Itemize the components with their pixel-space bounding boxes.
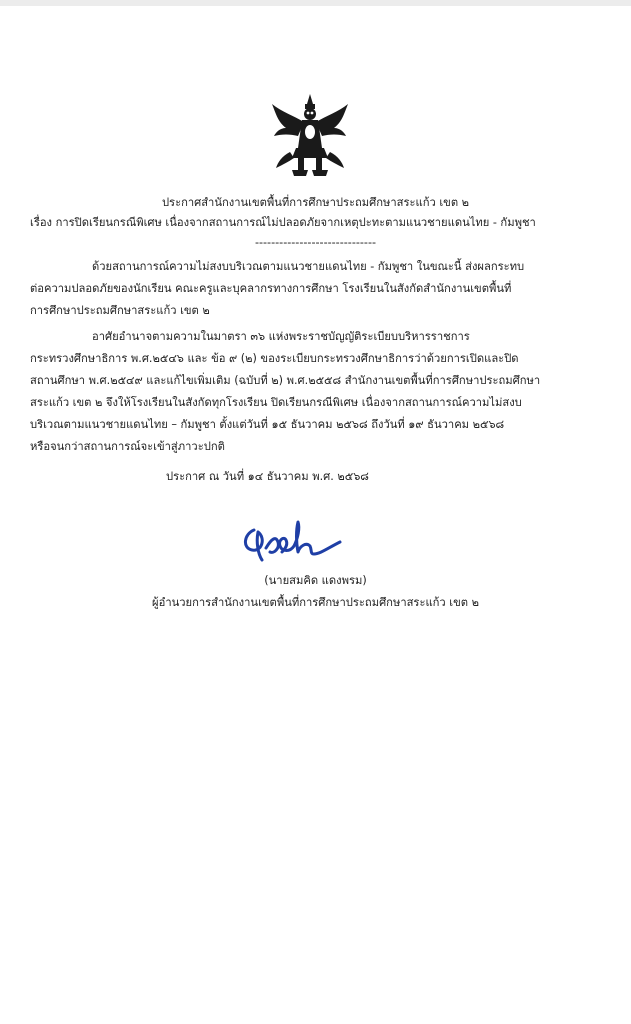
document-title: ประกาศสำนักงานเขตพื้นที่การศึกษาประถมศึกษาสระแก้ว เขต ๒ [161, 196, 470, 209]
garuda-emblem-icon [268, 92, 352, 180]
separator-line: ------------------------------ [254, 236, 377, 249]
announcement-date: ประกาศ ณ วันที่ ๑๔ ธันวาคม พ.ศ. ๒๕๖๘ [166, 470, 369, 483]
signer-title: ผู้อำนวยการสำนักงานเขตพื้นที่การศึกษาประถมศึกษาสระแก้ว เขต ๒ [152, 596, 479, 609]
paragraph2-line6: หรือจนกว่าสถานการณ์จะเข้าสู่ภาวะปกติ [30, 440, 225, 453]
paragraph2-line4: สระแก้ว เขต ๒ จึงให้โรงเรียนในสังกัดทุกโรงเรียน ปิดเรียนกรณีพิเศษ เนื่องจากสถานการณ์ความไม่สงบ [30, 396, 522, 409]
top-edge-strip [0, 0, 631, 6]
paragraph2-line2: กระทรวงศึกษาธิการ พ.ศ.๒๕๔๖ และ ข้อ ๙ (๒) ของระเบียบกระทรวงศึกษาธิการว่าด้วยการเปิดและปิด [30, 352, 519, 365]
paragraph1-line1: ด้วยสถานการณ์ความไม่สงบบริเวณตามแนวชายแดนไทย - กัมพูชา ในขณะนี้ ส่งผลกระทบ [92, 260, 525, 273]
signer-name: (นายสมคิด แดงพรม) [264, 574, 367, 587]
document-subject: เรื่อง การปิดเรียนกรณีพิเศษ เนื่องจากสถานการณ์ไม่ปลอดภัยจากเหตุปะทะตามแนวชายแดนไทย - กัมพูชา [30, 216, 536, 229]
paragraph2-line5: บริเวณตามแนวชายแดนไทย – กัมพูชา ตั้งแต่วันที่ ๑๕ ธันวาคม ๒๕๖๘ ถึงวันที่ ๑๙ ธันวาคม ๒๕๖๘ [30, 418, 505, 431]
paragraph1-line3: การศึกษาประถมศึกษาสระแก้ว เขต ๒ [30, 304, 210, 317]
paragraph2-line1: อาศัยอำนาจตามความในมาตรา ๓๖ แห่งพระราชบัญญัติระเบียบบริหารราชการ [92, 330, 470, 343]
paragraph1-line2: ต่อความปลอดภัยของนักเรียน คณะครูและบุคลากรทางการศึกษา โรงเรียนในสังกัดสำนักงานเขตพื้นที่ [30, 282, 512, 295]
signature-icon [236, 508, 360, 568]
paragraph2-line3: สถานศึกษา พ.ศ.๒๕๔๙ และแก้ไขเพิ่มเติม (ฉบับที่ ๒) พ.ศ.๒๕๕๘ สำนักงานเขตพื้นที่การศึกษาประถมศึกษา [30, 374, 541, 387]
